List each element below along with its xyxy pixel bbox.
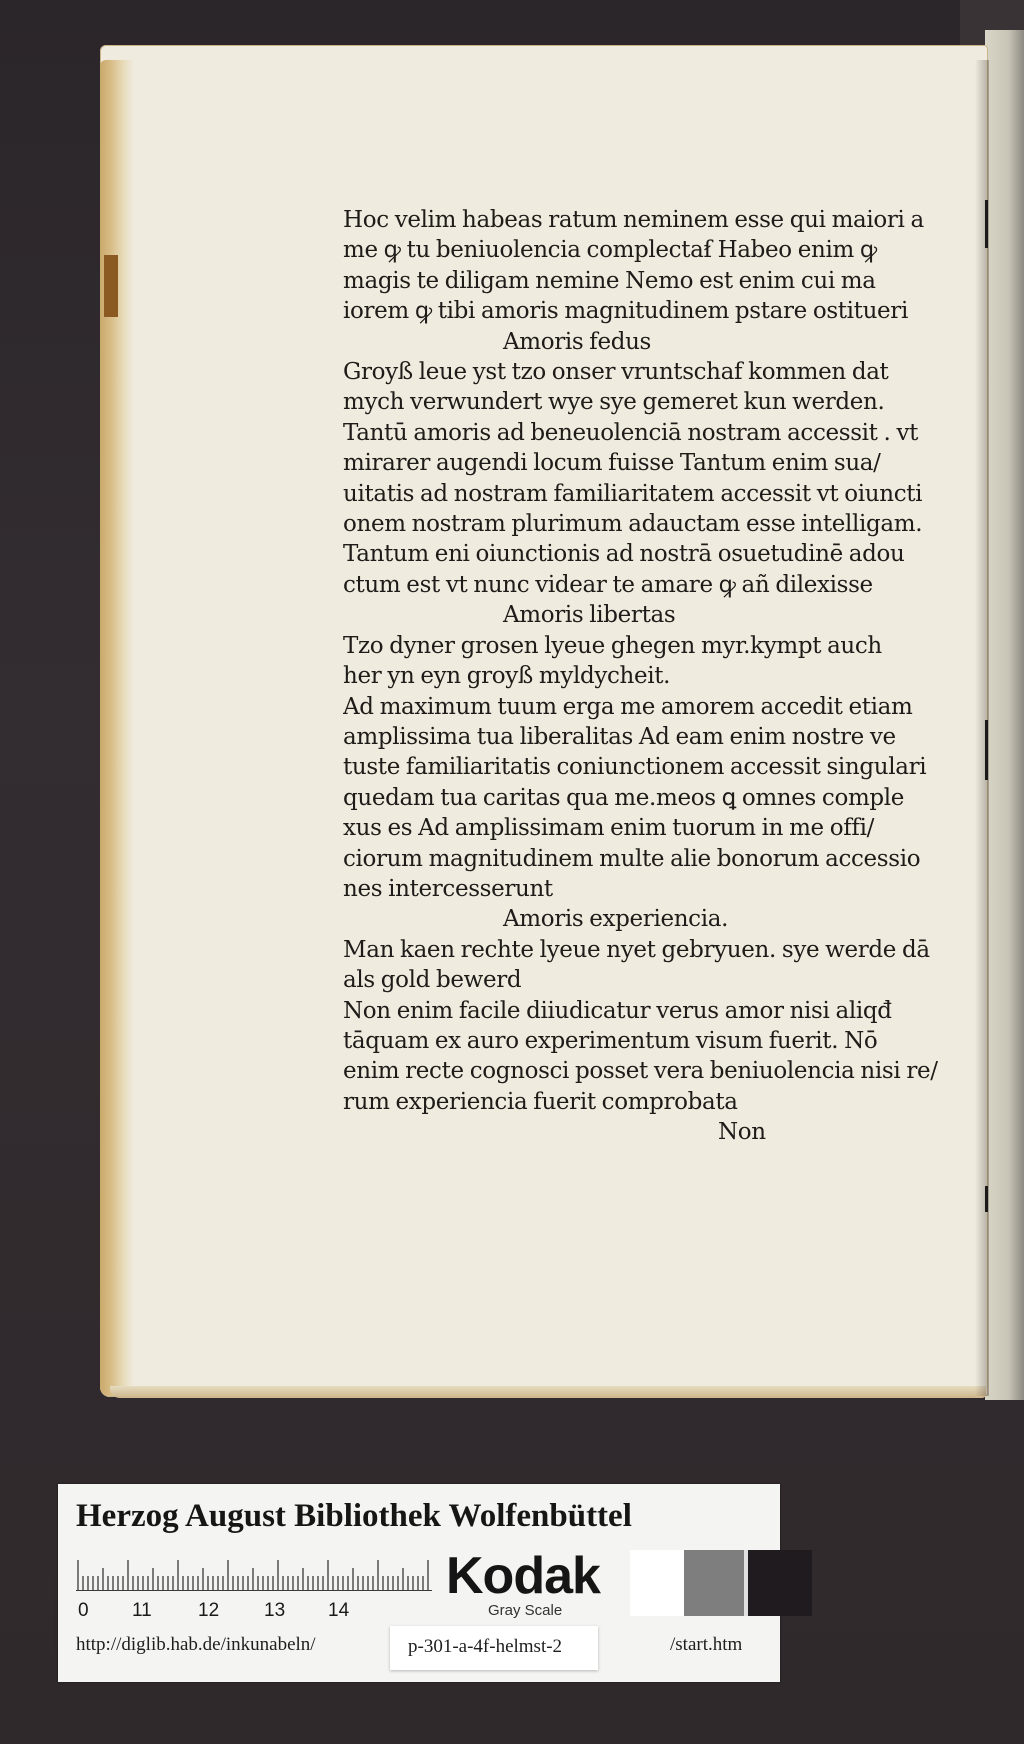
text-line: quedam tua caritas qua me.meos ꝗ omnes comple [343,784,905,811]
text-line: mirarer augendi locum fuisse Tantum enim sua/ [343,450,881,477]
text-line: iorem ꝙ tibi amoris magnitudinem pstare ostitueri [343,298,908,325]
text-line: onem nostram plurimum adauctam esse intelligam. [343,511,923,538]
catchword: Non [718,1119,766,1146]
text-line: xus es Ad amplissimam enim tuorum in me offi/ [343,815,875,842]
gray-scale-label: Gray Scale [488,1602,563,1619]
section-heading: Amoris fedus [503,328,651,355]
text-line: Hoc velim habeas ratum neminem esse qui maiori a [343,207,924,233]
gray-swatch-mid [684,1550,744,1616]
text-line: Tantū amoris ad beneuolenciā nostram accessit . vt [343,419,918,446]
library-title: Herzog August Bibliothek Wolfenbüttel [76,1498,632,1534]
margin-mark [985,720,988,780]
page-text [343,205,943,1148]
ruler-label: 13 [264,1600,286,1621]
margin-mark [985,200,988,248]
margin-mark [985,1186,988,1212]
text-line: als gold bewerd [343,967,522,994]
text-line: Groyß leue yst tzo onser vruntschaf kommen dat [343,359,889,386]
text-line: uitatis ad nostram familiaritatem accessit vt oiuncti [343,480,923,507]
url-left: http://diglib.hab.de/inkunabeln/ [76,1634,316,1655]
text-line: her yn eyn groyß myldycheit. [343,663,671,690]
text-line: me ꝙ tu beniuolencia complectaẜ Habeo enim ꝙ [343,237,877,264]
text-line: tuste familiaritatis coniunctionem accessit singulari [343,754,927,781]
url-right: /start.htm [670,1634,743,1655]
text-line: enim recte cognosci posset vera beniuolencia nisi re/ [343,1058,938,1085]
gray-swatch-white [630,1550,684,1616]
facing-page-edge [985,30,1024,1400]
section-heading: Amoris libertas [503,602,676,629]
text-line: Non enim facile diiudicatur verus amor nisi aliqđ [343,997,892,1024]
text-line: rum experiencia fuerit comprobata [343,1088,738,1115]
text-line: Ad maximum tuum erga me amorem accedit etiam [343,693,913,720]
ruler-label: 11 [132,1600,152,1621]
text-line: Tantum eni oiunctionis ad nostrā osuetudinē adou [343,541,905,568]
text-line: tāquam ex auro experimentum visum fuerit. Nō [343,1027,878,1054]
text-line: mych verwundert wye sye gemeret kun werden. [343,389,885,416]
text-line: nes intercesserunt [343,875,553,902]
url-center-box [390,1626,598,1670]
text-line: amplissima tua liberalitas Ad eam enim nostre ve [343,723,896,750]
kodak-logo: Kodak [446,1547,600,1605]
page-tab-marker [104,255,118,317]
gray-swatch-black [748,1550,812,1616]
calibration-card [58,1484,780,1682]
url-center: p-301-a-4f-helmst-2 [408,1636,563,1657]
text-line: Tzo dyner grosen lyeue ghegen myr.kympt auch [343,632,882,659]
ruler-label: 12 [198,1600,220,1621]
text-line: magis te diligam nemine Nemo est enim cui ma [343,267,876,294]
ruler [76,1556,432,1591]
page-bottom-edge [110,1386,986,1398]
ruler-label: 14 [328,1600,350,1621]
ruler-label: 0 [78,1600,89,1621]
text-line: ctum est vt nunc videar te amare ꝙ añ dilexisse [343,571,873,598]
text-line: Man kaen rechte lyeue nyet gebryuen. sye werde dā [343,936,930,963]
text-line: ciorum magnitudinem multe alie bonorum accessio [343,845,921,872]
section-heading: Amoris experiencia. [503,906,729,933]
